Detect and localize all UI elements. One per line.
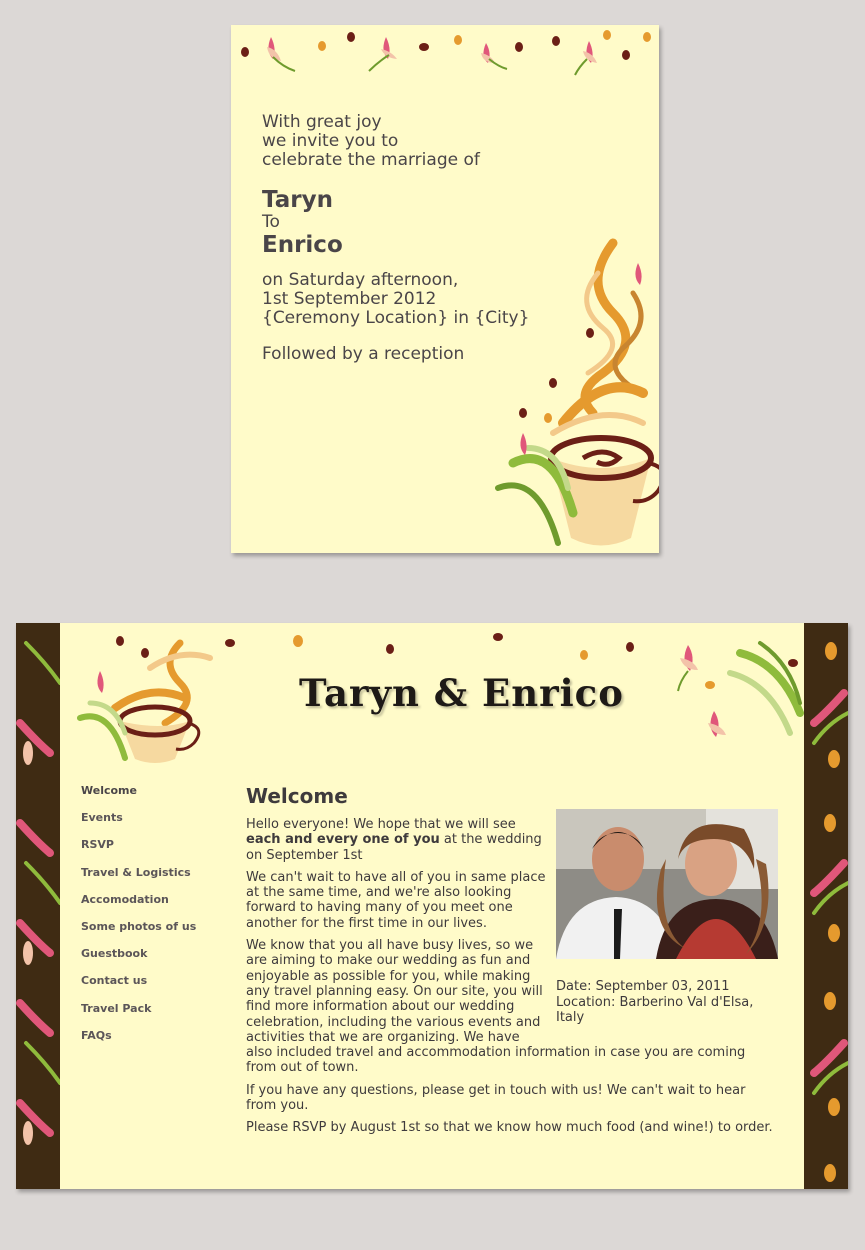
connector-text: To (262, 212, 280, 232)
nav-item-travel-pack[interactable]: Travel Pack (81, 1001, 152, 1015)
invitation-intro: With great joy we invite you to celebrate the marriage of (262, 112, 480, 170)
main-content (246, 783, 778, 1143)
page-title: Welcome (246, 784, 348, 808)
nav-item-rsvp[interactable]: RSVP (81, 838, 114, 852)
floral-side-border-right (804, 623, 848, 1189)
nav-item-guestbook[interactable]: Guestbook (81, 947, 148, 961)
photo-figure (556, 809, 778, 1025)
nav-item-welcome[interactable]: Welcome (81, 784, 137, 797)
paragraph-text: at the wedding on September 1st (246, 832, 542, 863)
emphasis-text: each and every one of you (246, 832, 440, 848)
welcome-paragraph-3: We know that you all have busy lives, so we are aiming to make our wedding as fun and enjoyable as possible for you, while making any travel planning easy. On our site, you will find more information about our wedding celebration, including the various events and activities that we are organizing. We have also included travel and accommodation information in case you are coming from out of town. (246, 938, 746, 1076)
nav-item-events[interactable]: Events (81, 811, 123, 825)
nav-item-photos[interactable]: Some photos of us (81, 919, 197, 933)
couple-photo (556, 809, 778, 959)
welcome-paragraph-2: We can't wait to have all of you in same place at the same time, and we're also looking forward to having many of you meet one another for the first time in our lives. (246, 869, 546, 931)
nav-item-accomodation[interactable]: Accomodation (81, 892, 169, 906)
coffee-cup-illustration (493, 233, 659, 553)
flower-icon (267, 37, 597, 75)
floral-border-top (231, 25, 659, 85)
floral-side-border-left (16, 623, 60, 1189)
couple-names (262, 187, 529, 258)
welcome-paragraph-5: Please RSVP by August 1st so that we know how much food (and wine!) to order. (246, 1120, 773, 1136)
welcome-paragraph-4: If you have any questions, please get in touch with us! We can't wait to hear from you. (246, 1082, 746, 1114)
paragraph-text: Hello everyone! We hope that we will see (246, 817, 516, 832)
site-navigation (81, 783, 196, 1055)
invitation-card (231, 25, 659, 553)
invitation-text (262, 113, 529, 364)
reception-text: Followed by a reception (262, 344, 465, 364)
groom-name: Enrico (262, 232, 343, 258)
nav-item-faqs[interactable]: FAQs (81, 1028, 112, 1042)
bride-name: Taryn (262, 187, 333, 213)
site-title: Taryn & Enrico (299, 671, 624, 715)
photo-caption: Date: September 03, 2011 Location: Barberino Val d'Elsa, Italy (556, 979, 754, 1025)
coffee-bean-icon (241, 32, 630, 60)
wedding-website (16, 623, 848, 1189)
ceremony-details: on Saturday afternoon, 1st September 2012 {Ceremony Location} in {City} (262, 270, 530, 328)
nav-item-contact[interactable]: Contact us (81, 974, 148, 988)
nav-item-travel-logistics[interactable]: Travel & Logistics (81, 865, 191, 879)
